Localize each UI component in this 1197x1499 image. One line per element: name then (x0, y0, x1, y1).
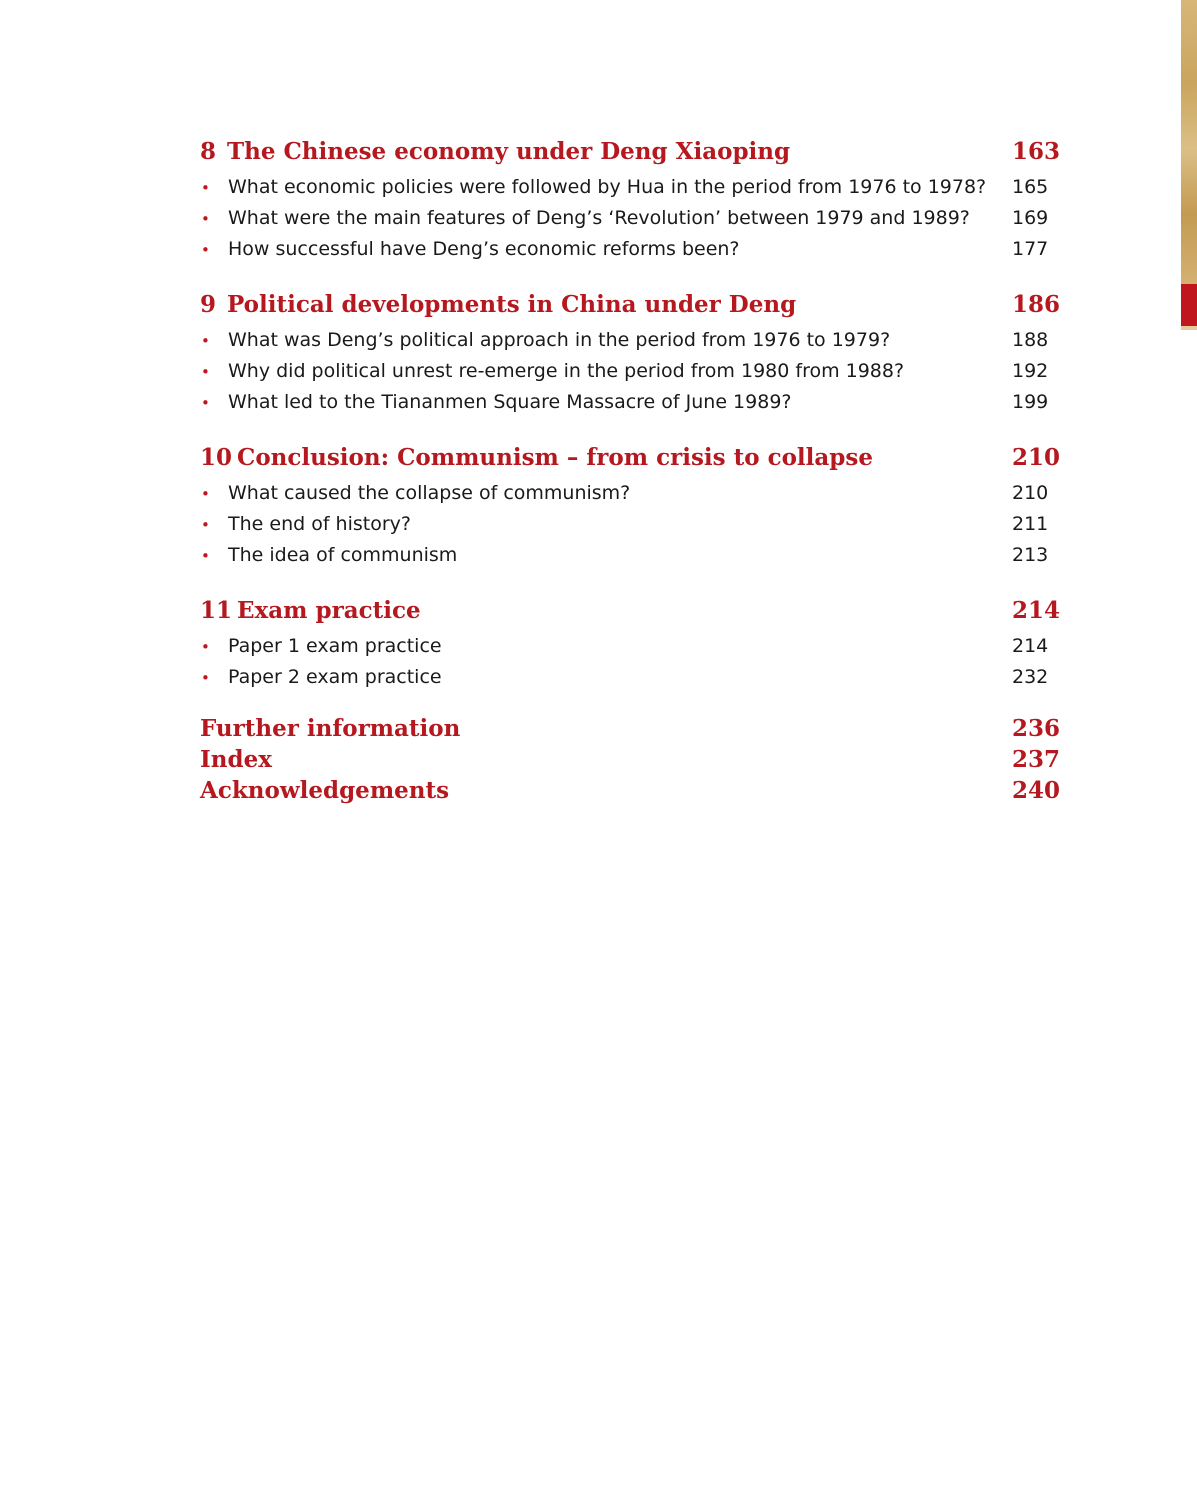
toc-entry[interactable] (200, 387, 1052, 418)
entry-page: 232 (1012, 666, 1049, 688)
entry-page: 177 (1012, 238, 1049, 260)
chapter-heading[interactable] (200, 132, 1061, 172)
toc-entry[interactable] (200, 631, 1052, 662)
toc-entry[interactable] (200, 478, 1052, 509)
back-matter-title: Index (200, 746, 272, 773)
entry-text: Paper 1 exam practice (228, 635, 442, 657)
entry-page: 165 (1012, 176, 1049, 198)
chapter-number: 9 (200, 291, 217, 318)
entry-text: Paper 2 exam practice (228, 666, 442, 688)
toc-entry[interactable] (200, 325, 1052, 356)
entry-page: 192 (1012, 360, 1049, 382)
toc-entry[interactable] (200, 509, 1052, 540)
back-matter-title: Acknowledgements (200, 777, 450, 804)
toc-entry[interactable] (200, 203, 1052, 234)
chapter-title: Conclusion: Communism – from crisis to collapse (237, 444, 873, 471)
bullet-icon: • (201, 485, 210, 503)
chapter-number: 8 (200, 138, 217, 165)
entry-page: 210 (1012, 482, 1049, 504)
toc-entry[interactable] (200, 356, 1052, 387)
back-matter-page: 240 (1012, 777, 1061, 804)
chapter-9 (200, 285, 1061, 418)
chapter-heading[interactable] (200, 438, 1061, 478)
bullet-icon: • (201, 547, 210, 565)
entry-text: What were the main features of Deng’s ‘Revolution’ between 1979 and 1989? (228, 207, 970, 229)
back-matter-title: Further information (200, 715, 461, 742)
chapter-number: 11 (200, 597, 233, 624)
toc-entry[interactable] (200, 172, 1052, 203)
bullet-icon: • (201, 210, 210, 228)
page-edge-strip (1181, 0, 1197, 330)
toc-entry[interactable] (200, 540, 1052, 571)
back-matter-page: 236 (1012, 715, 1061, 742)
entry-page: 199 (1012, 391, 1049, 413)
entry-page: 188 (1012, 329, 1049, 351)
chapter-10 (200, 438, 1061, 571)
entry-text: What led to the Tiananmen Square Massacre of June 1989? (228, 391, 792, 413)
chapter-number: 10 (200, 444, 233, 471)
bullet-icon: • (201, 669, 210, 687)
bullet-icon: • (201, 179, 210, 197)
toc-entry[interactable] (200, 662, 1052, 693)
entry-page: 211 (1012, 513, 1049, 535)
entry-page: 214 (1012, 635, 1049, 657)
chapter-page: 163 (1012, 138, 1061, 165)
bullet-icon: • (201, 332, 210, 350)
chapter-heading[interactable] (200, 285, 1061, 325)
chapter-8 (200, 132, 1061, 265)
chapter-page: 186 (1012, 291, 1061, 318)
entry-text: The idea of communism (228, 544, 458, 566)
entry-page: 213 (1012, 544, 1049, 566)
back-matter-acknowledgements[interactable] (200, 775, 1061, 806)
chapter-title: Exam practice (237, 597, 421, 624)
back-matter-further-information[interactable] (200, 713, 1061, 744)
table-of-contents (200, 132, 1061, 806)
back-matter-index[interactable] (200, 744, 1061, 775)
bullet-icon: • (201, 241, 210, 259)
chapter-11 (200, 591, 1061, 693)
chapter-title: The Chinese economy under Deng Xiaoping (227, 138, 791, 165)
toc-entry[interactable] (200, 234, 1052, 265)
back-matter (200, 713, 1061, 806)
page-edge-tab (1181, 284, 1197, 326)
entry-page: 169 (1012, 207, 1049, 229)
entry-text: What was Deng’s political approach in the period from 1976 to 1979? (228, 329, 891, 351)
back-matter-page: 237 (1012, 746, 1061, 773)
chapter-heading[interactable] (200, 591, 1061, 631)
chapter-page: 210 (1012, 444, 1061, 471)
entry-text: What economic policies were followed by Hua in the period from 1976 to 1978? (228, 176, 987, 198)
chapter-page: 214 (1012, 597, 1061, 624)
entry-text: The end of history? (228, 513, 411, 535)
entry-text: Why did political unrest re-emerge in the period from 1980 from 1988? (228, 360, 905, 382)
bullet-icon: • (201, 638, 210, 656)
entry-text: What caused the collapse of communism? (228, 482, 631, 504)
bullet-icon: • (201, 394, 210, 412)
bullet-icon: • (201, 363, 210, 381)
chapter-title: Political developments in China under Deng (227, 291, 797, 318)
bullet-icon: • (201, 516, 210, 534)
entry-text: How successful have Deng’s economic reforms been? (228, 238, 740, 260)
